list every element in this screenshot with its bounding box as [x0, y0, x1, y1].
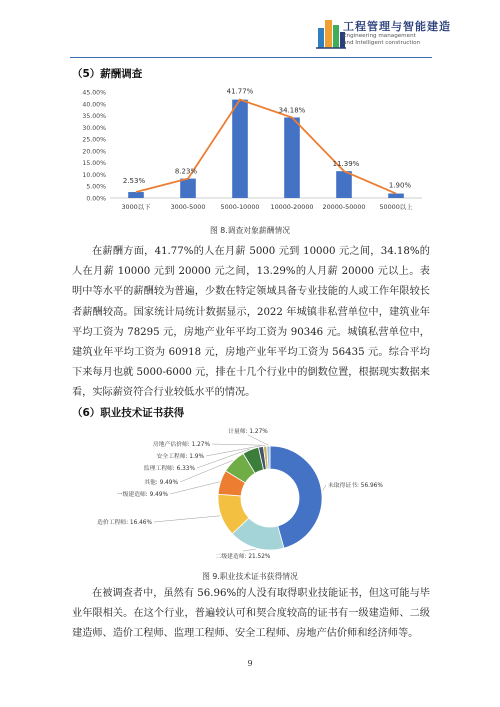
header-rule — [70, 57, 432, 58]
page-number: 9 — [247, 659, 253, 668]
bar-5 — [388, 194, 404, 198]
bar-3 — [284, 117, 300, 198]
logo-subtitle-line1: Engineering management — [343, 33, 416, 39]
logo-subtitle-line2: and Intelligent construction — [343, 40, 421, 46]
x-tick-label: 10000-20000 — [270, 203, 314, 211]
slice-label: 其他: 9.49% — [144, 480, 178, 486]
slice-label: 一级建造师: 9.49% — [116, 492, 168, 498]
x-tick-label: 3000-5000 — [170, 203, 206, 211]
salary-paragraph — [72, 242, 430, 404]
leader-line — [154, 516, 220, 522]
y-tick-label: 15.00% — [82, 160, 106, 168]
y-tick-label: 40.00% — [82, 101, 106, 109]
slice-label: 安全工程师: 1.9% — [156, 454, 204, 460]
salary-paragraph-text: 在薪酬方面，41.77%的人在月薪 5000 元到 10000 元之间，34.18%的人在月薪 10000 元到 20000 元之间，13.29%的人月薪 20000 元以上。表明中等水平的薪酬较为普遍，少数在特定领域具备专业技能的人或工作年限较长者薪酬较高。国家统计局统计数据显示，2022 年城镇非私营单位中，建筑业年平均工资为 78295 元，房地产业年平均工资为 90346 元。城镇私营单位中，建筑业年平均工资为 60918 元，房地产业年平均工资为 56435 元。综合平均下来每月也就 5000-6000 元，排在十几个行业中的倒数位置，根据现实数据来看，实际薪资符合行业较低水平的情况。 — [72, 246, 430, 399]
x-tick-label: 3000以下 — [121, 203, 151, 211]
leader-line — [212, 444, 265, 445]
slice-label: 未取得证书: 56.96% — [328, 483, 383, 489]
cert-paragraph — [72, 584, 430, 645]
y-tick-label: 25.00% — [82, 136, 106, 144]
y-tick-label: 45.00% — [82, 89, 106, 97]
x-tick-label: 5000-10000 — [220, 203, 260, 211]
slice-label: 房地产估价师: 1.27% — [153, 442, 210, 448]
data-label: 8.23% — [174, 167, 198, 176]
slice-label: 二级建造师: 21.52% — [215, 554, 271, 560]
salary-section-title: （5）薪酬调查 — [72, 68, 143, 80]
data-label: 2.53% — [122, 177, 146, 186]
bar-1 — [180, 179, 196, 198]
data-label: 11.39% — [332, 160, 360, 169]
x-tick-label: 20000-50000 — [322, 203, 366, 211]
x-tick-label: 50000以上 — [379, 203, 413, 211]
slice-label: 计量师: 1.27% — [228, 429, 268, 435]
y-tick-label: 0.00% — [86, 195, 106, 203]
y-tick-label: 10.00% — [82, 171, 106, 179]
salary-bar-chart — [70, 86, 430, 222]
bar-2 — [232, 100, 248, 198]
y-tick-label: 5.00% — [86, 183, 106, 191]
bar-4 — [336, 171, 352, 198]
slice-label: 监理工程师: 6.33% — [143, 466, 195, 472]
leader-line — [248, 435, 268, 445]
trend-line — [136, 100, 396, 194]
logo-title: 工程管理与智能建造 — [343, 20, 451, 33]
y-tick-label: 35.00% — [82, 113, 106, 121]
leader-line — [243, 549, 256, 551]
data-label: 34.18% — [278, 106, 306, 115]
building-logo-icon — [316, 14, 346, 50]
data-label: 41.77% — [226, 87, 254, 96]
y-tick-label: 20.00% — [82, 148, 106, 156]
cert-donut-chart — [70, 420, 430, 570]
cert-paragraph-text: 在被调查者中，虽然有 56.96%的人没有取得职业技能证书，但这可能与毕业年限相关。在这个行业，普遍较认可和契合度较高的证书有一级建造师、二级建造师、造价工程师、监理工程师、安全工程师、房地产估价师和经济师等。 — [72, 588, 430, 640]
fig9-caption: 图 9.职业技术证书获得情况 — [202, 572, 298, 581]
leader-line — [323, 485, 326, 491]
bar-0 — [128, 192, 144, 198]
cert-section-title: （6）职业技术证书获得 — [72, 407, 185, 419]
logo-subtitle — [343, 33, 420, 47]
slice-label: 造价工程师: 16.46% — [97, 520, 152, 526]
y-tick-label: 30.00% — [82, 124, 106, 132]
data-label: 1.90% — [388, 181, 412, 190]
fig8-caption: 图 8.调查对象薪酬情况 — [209, 226, 291, 235]
